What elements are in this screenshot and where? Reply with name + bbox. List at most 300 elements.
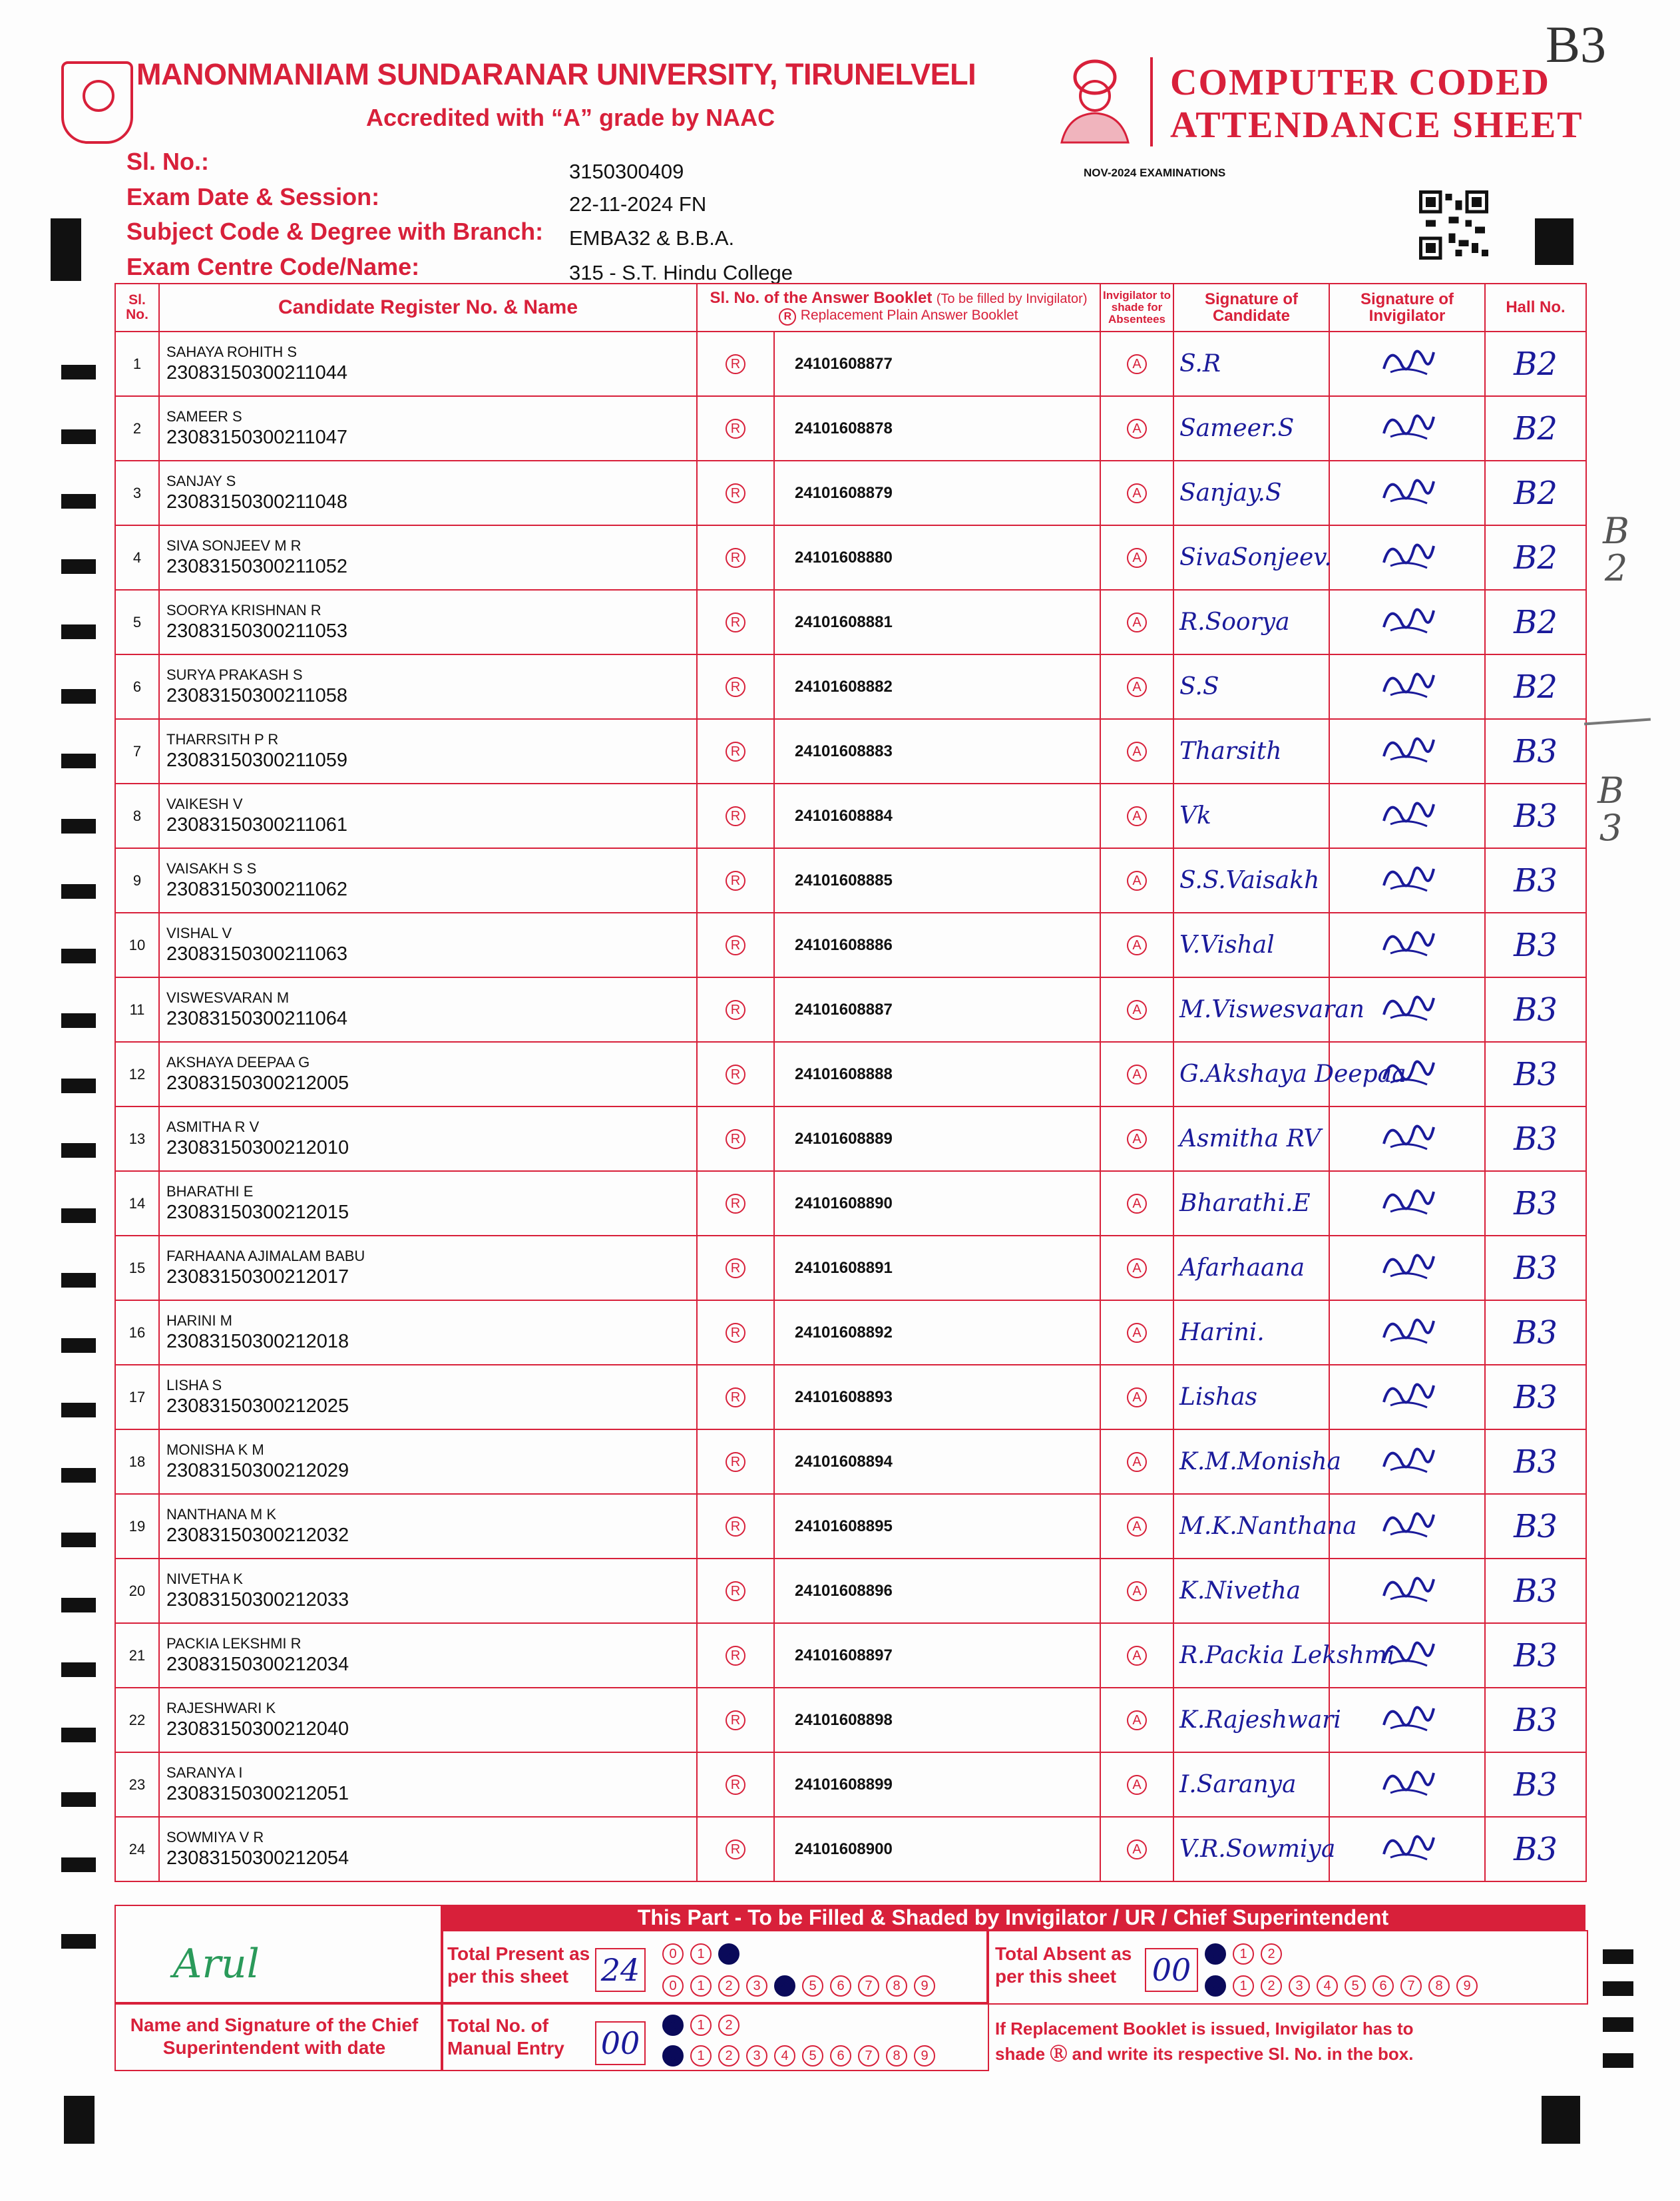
invigilator-signature (1329, 913, 1485, 977)
col-booklet: Sl. No. of the Answer Booklet (To be filled by Invigilator) R Replacement Plain Answer Booklet (697, 284, 1100, 332)
replacement-cell[interactable] (697, 396, 774, 461)
replacement-cell[interactable] (697, 1365, 774, 1429)
row-sl: 19 (115, 1494, 159, 1559)
hall-number: B3 (1485, 1623, 1586, 1688)
digit-bubble[interactable]: 9 (1456, 1975, 1478, 1997)
invigilator-signature-icon (1377, 601, 1437, 640)
absent-cell[interactable] (1100, 590, 1173, 654)
digit-bubble[interactable]: 2 (718, 1943, 739, 1965)
candidate-name: AKSHAYA DEEPAA G (166, 1054, 310, 1071)
row-sl: 13 (115, 1106, 159, 1171)
absent-cell[interactable] (1100, 1171, 1173, 1236)
hall-number: B3 (1485, 1429, 1586, 1494)
timing-mark (1603, 2017, 1633, 2032)
replacement-bubble[interactable]: R (726, 1517, 745, 1537)
replacement-cell[interactable] (697, 977, 774, 1042)
absent-cell[interactable] (1100, 332, 1173, 396)
candidate-name: SIVA SONJEEV M R (166, 537, 302, 554)
table-row (115, 1300, 1586, 1365)
replacement-bubble[interactable]: R (726, 1839, 745, 1859)
replacement-cell[interactable] (697, 1494, 774, 1559)
absent-cell[interactable] (1100, 1300, 1173, 1365)
row-sl: 14 (115, 1171, 159, 1236)
candidate-signature: K.Nivetha (1173, 1559, 1329, 1623)
invigilator-signature (1329, 525, 1485, 590)
table-row (115, 1171, 1586, 1236)
digit-bubble[interactable]: 1 (690, 2045, 712, 2067)
absent-bubble[interactable]: A (1127, 1323, 1147, 1343)
hall-number: B3 (1485, 913, 1586, 977)
digit-bubble[interactable]: 4 (774, 2045, 795, 2067)
timing-mark (61, 819, 96, 834)
booklet-number: 24101608897 (774, 1623, 1100, 1688)
absent-cell[interactable] (1100, 1494, 1173, 1559)
register-number: 23083150300212017 (166, 1266, 349, 1288)
absent-bubble[interactable]: A (1127, 1129, 1147, 1149)
register-number: 23083150300212034 (166, 1654, 349, 1675)
replacement-cell[interactable] (697, 1688, 774, 1752)
university-logo (61, 61, 133, 144)
absent-cell[interactable] (1100, 1365, 1173, 1429)
table-row (115, 396, 1586, 461)
hall-number: B3 (1485, 977, 1586, 1042)
invigilator-signature-icon (1377, 536, 1437, 576)
replacement-cell[interactable] (697, 913, 774, 977)
digit-bubble[interactable]: 2 (1261, 1943, 1282, 1965)
invigilator-signature-icon (1377, 471, 1437, 511)
candidate-cell (159, 1300, 697, 1365)
invigilator-signature (1329, 461, 1485, 525)
replacement-bubble[interactable]: R (726, 1323, 745, 1343)
digit-bubble[interactable]: 2 (1261, 1975, 1282, 1997)
candidate-name: VAIKESH V (166, 796, 243, 812)
timing-mark (61, 1273, 96, 1288)
absent-cell[interactable] (1100, 1106, 1173, 1171)
replacement-cell[interactable] (697, 719, 774, 784)
replacement-bubble[interactable]: R (726, 742, 745, 762)
replacement-cell[interactable] (697, 1236, 774, 1300)
replacement-bubble[interactable]: R (726, 1646, 745, 1666)
candidate-cell (159, 1559, 697, 1623)
table-row (115, 461, 1586, 525)
replacement-cell[interactable] (697, 1300, 774, 1365)
digit-bubble[interactable]: 4 (1317, 1975, 1338, 1997)
timing-mark (1603, 1949, 1633, 1964)
replacement-cell[interactable] (697, 654, 774, 719)
digit-bubble[interactable]: 0 (1205, 1943, 1226, 1965)
replacement-cell[interactable] (697, 1559, 774, 1623)
absent-bubble[interactable]: A (1127, 1387, 1147, 1407)
absent-cell[interactable] (1100, 1559, 1173, 1623)
invigilator-signature (1329, 1300, 1485, 1365)
candidate-signature: K.Rajeshwari (1173, 1688, 1329, 1752)
candidate-cell (159, 1752, 697, 1817)
invigilator-signature-icon (1377, 1182, 1437, 1222)
candidate-signature: I.Saranya (1173, 1752, 1329, 1817)
candidate-signature: K.M.Monisha (1173, 1429, 1329, 1494)
digit-bubble[interactable]: 8 (886, 2045, 907, 2067)
digit-bubble[interactable]: 9 (914, 2045, 935, 2067)
row-sl: 9 (115, 848, 159, 913)
candidate-name: SURYA PRAKASH S (166, 666, 303, 683)
table-row (115, 784, 1586, 848)
row-sl: 1 (115, 332, 159, 396)
absent-bubble[interactable]: A (1127, 483, 1147, 503)
invigilator-signature-icon (1377, 1440, 1437, 1480)
margin-note-b2: B 2 (1603, 510, 1629, 589)
replacement-bubble[interactable]: R (726, 548, 745, 568)
replacement-bubble[interactable]: R (726, 1775, 745, 1795)
digit-bubble[interactable]: 1 (690, 2015, 712, 2036)
table-row (115, 1365, 1586, 1429)
digit-bubble[interactable]: 8 (1428, 1975, 1450, 1997)
candidate-cell (159, 784, 697, 848)
timing-mark (61, 1533, 96, 1547)
absent-cell[interactable] (1100, 1429, 1173, 1494)
absent-bubble[interactable]: A (1127, 1000, 1147, 1020)
digit-bubble[interactable]: 0 (1205, 1975, 1226, 1997)
centre-value: 315 - S.T. Hindu College (569, 261, 793, 284)
digit-bubble[interactable]: 2 (718, 1975, 739, 1997)
register-number: 23083150300211064 (166, 1008, 348, 1029)
replacement-cell[interactable] (697, 1752, 774, 1817)
absent-cell[interactable] (1100, 1042, 1173, 1106)
replacement-bubble[interactable]: R (726, 1065, 745, 1085)
timing-mark (61, 365, 96, 379)
present-label: Total Present as per this sheet (447, 1943, 590, 1987)
register-number: 23083150300212025 (166, 1395, 349, 1417)
digit-bubble[interactable]: 0 (662, 1975, 684, 1997)
candidate-cell (159, 1623, 697, 1688)
replacement-cell[interactable] (697, 1429, 774, 1494)
row-sl: 11 (115, 977, 159, 1042)
digit-bubble[interactable]: 1 (690, 1975, 712, 1997)
digit-bubble[interactable]: 7 (858, 2045, 879, 2067)
absent-bubble[interactable]: A (1127, 871, 1147, 891)
absent-bubble[interactable]: A (1127, 419, 1147, 439)
invigilator-signature (1329, 1429, 1485, 1494)
replacement-cell[interactable] (697, 525, 774, 590)
header-divider (1150, 57, 1153, 146)
absent-bubble[interactable]: A (1127, 1258, 1147, 1278)
margin-divider (1584, 718, 1651, 726)
digit-bubble[interactable]: 2 (718, 2015, 739, 2036)
table-row (115, 848, 1586, 913)
candidate-name: VAISAKH S S (166, 860, 257, 877)
booklet-number: 24101608890 (774, 1171, 1100, 1236)
candidate-cell (159, 396, 697, 461)
attendance-table (114, 283, 1587, 1882)
invigilator-signature-icon (1377, 730, 1437, 770)
register-number: 23083150300212010 (166, 1137, 349, 1158)
manual-units-bubbles[interactable] (662, 2045, 935, 2067)
digit-bubble[interactable]: 0 (662, 1943, 684, 1965)
row-sl: 23 (115, 1752, 159, 1817)
row-sl: 12 (115, 1042, 159, 1106)
candidate-signature: Sanjay.S (1173, 461, 1329, 525)
replacement-cell[interactable] (697, 332, 774, 396)
table-row (115, 1429, 1586, 1494)
absent-cell[interactable] (1100, 977, 1173, 1042)
candidate-name: BHARATHI E (166, 1183, 254, 1200)
absent-cell[interactable] (1100, 525, 1173, 590)
replacement-bubble[interactable]: R (726, 419, 745, 439)
table-row (115, 1623, 1586, 1688)
absent-bubble[interactable]: A (1127, 1775, 1147, 1795)
absent-bubble[interactable]: A (1127, 1581, 1147, 1601)
digit-bubble[interactable]: 0 (662, 2015, 684, 2036)
replacement-cell[interactable] (697, 1042, 774, 1106)
invigilator-signature-icon (1377, 1246, 1437, 1286)
digit-bubble[interactable]: 5 (1345, 1975, 1366, 1997)
digit-bubble[interactable]: 3 (746, 1975, 767, 1997)
candidate-signature: Vk (1173, 784, 1329, 848)
candidate-signature: R.Soorya (1173, 590, 1329, 654)
digit-bubble[interactable]: 6 (830, 1975, 851, 1997)
table-row (115, 719, 1586, 784)
row-sl: 15 (115, 1236, 159, 1300)
absent-bubble[interactable]: A (1127, 1839, 1147, 1859)
booklet-number: 24101608889 (774, 1106, 1100, 1171)
absent-cell[interactable] (1100, 1688, 1173, 1752)
register-number: 23083150300211044 (166, 362, 348, 383)
timing-mark (61, 429, 96, 444)
candidate-cell (159, 913, 697, 977)
digit-bubble[interactable]: 3 (1289, 1975, 1310, 1997)
candidate-cell (159, 1236, 697, 1300)
registration-mark (1542, 2096, 1580, 2144)
replacement-bubble[interactable]: R (726, 354, 745, 374)
booklet-number: 24101608881 (774, 590, 1100, 654)
invigilator-signature-icon (1377, 988, 1437, 1028)
replacement-bubble[interactable]: R (726, 1129, 745, 1149)
register-number: 23083150300212032 (166, 1525, 349, 1546)
invigilator-signature-icon (1377, 1634, 1437, 1674)
digit-bubble[interactable]: 6 (830, 2045, 851, 2067)
candidate-signature: Bharathi.E (1173, 1171, 1329, 1236)
absent-bubble[interactable]: A (1127, 1065, 1147, 1085)
booklet-number: 24101608900 (774, 1817, 1100, 1881)
absent-cell[interactable] (1100, 1752, 1173, 1817)
replacement-cell[interactable] (697, 848, 774, 913)
register-number: 23083150300211052 (166, 556, 348, 577)
absent-cell[interactable] (1100, 1623, 1173, 1688)
table-row (115, 1688, 1586, 1752)
digit-bubble[interactable]: 1 (690, 1943, 712, 1965)
invigilator-signature-icon (1377, 1375, 1437, 1415)
digit-bubble[interactable]: 8 (886, 1975, 907, 1997)
replacement-bubble[interactable]: R (726, 806, 745, 826)
invigilator-signature (1329, 396, 1485, 461)
row-sl: 8 (115, 784, 159, 848)
candidate-cell (159, 1106, 697, 1171)
candidate-signature: M.Viswesvaran (1173, 977, 1329, 1042)
absent-cell[interactable] (1100, 1236, 1173, 1300)
digit-bubble[interactable]: 6 (1372, 1975, 1394, 1997)
absent-bubble[interactable]: A (1127, 612, 1147, 632)
replacement-bubble[interactable]: R (726, 1387, 745, 1407)
candidate-signature: Asmitha RV (1173, 1106, 1329, 1171)
candidate-cell (159, 1365, 697, 1429)
register-number: 23083150300211062 (166, 879, 348, 900)
replacement-cell[interactable] (697, 1106, 774, 1171)
replacement-cell[interactable] (697, 1623, 774, 1688)
digit-bubble[interactable]: 2 (718, 2045, 739, 2067)
invigilator-signature (1329, 1688, 1485, 1752)
replacement-cell[interactable] (697, 461, 774, 525)
invigilator-signature (1329, 784, 1485, 848)
register-number: 23083150300211053 (166, 620, 348, 642)
timing-mark (61, 1662, 96, 1677)
absent-cell[interactable] (1100, 784, 1173, 848)
registration-mark (51, 218, 81, 281)
absent-cell[interactable] (1100, 654, 1173, 719)
digit-bubble[interactable]: 1 (1233, 1943, 1254, 1965)
manual-value: 00 (595, 2021, 646, 2065)
absent-cell[interactable] (1100, 848, 1173, 913)
candidate-cell (159, 1494, 697, 1559)
absent-bubble[interactable]: A (1127, 1646, 1147, 1666)
invigilator-signature (1329, 848, 1485, 913)
margin-note-b3: B 3 (1597, 770, 1624, 849)
replacement-bubble[interactable]: R (726, 1258, 745, 1278)
candidate-name: PACKIA LEKSHMI R (166, 1635, 302, 1652)
replacement-bubble[interactable]: R (726, 1581, 745, 1601)
digit-bubble[interactable]: 9 (914, 1975, 935, 1997)
hall-number: B3 (1485, 1559, 1586, 1623)
invigilator-signature-icon (1377, 407, 1437, 447)
digit-bubble[interactable]: 3 (746, 2045, 767, 2067)
replacement-bubble[interactable]: R (726, 1710, 745, 1730)
digit-bubble[interactable]: 7 (858, 1975, 879, 1997)
present-tens-bubbles[interactable] (662, 1943, 739, 1965)
university-name: MANONMANIAM SUNDARANAR UNIVERSITY, TIRUNELVELI (136, 57, 976, 91)
absent-bubble[interactable]: A (1127, 1194, 1147, 1214)
booklet-number: 24101608885 (774, 848, 1100, 913)
replacement-bubble[interactable]: R (726, 612, 745, 632)
absent-cell[interactable] (1100, 396, 1173, 461)
col-sig-invigilator: Signature of Invigilator (1329, 284, 1485, 332)
candidate-name: FARHAANA AJIMALAM BABU (166, 1248, 365, 1264)
hall-number: B2 (1485, 461, 1586, 525)
replacement-bubble[interactable]: R (726, 1452, 745, 1472)
timing-mark (61, 754, 96, 768)
table-row (115, 1559, 1586, 1623)
invigilator-signature (1329, 654, 1485, 719)
candidate-signature: SivaSonjeev. (1173, 525, 1329, 590)
row-sl: 21 (115, 1623, 159, 1688)
timing-mark (61, 1403, 96, 1417)
absent-bubble[interactable]: A (1127, 548, 1147, 568)
manual-tens-bubbles[interactable] (662, 2015, 739, 2036)
replacement-cell[interactable] (697, 1171, 774, 1236)
absent-bubble[interactable]: A (1127, 935, 1147, 955)
absent-bubble[interactable]: A (1127, 742, 1147, 762)
present-value: 24 (595, 1948, 646, 1992)
absent-cell[interactable] (1100, 719, 1173, 784)
replacement-bubble[interactable]: R (726, 935, 745, 955)
hall-number: B2 (1485, 525, 1586, 590)
hall-number: B2 (1485, 590, 1586, 654)
col-invigilator-shade: Invigilator to shade for Absentees (1100, 284, 1173, 332)
absent-tens-bubbles[interactable] (1205, 1943, 1282, 1965)
digit-bubble[interactable]: 5 (802, 2045, 823, 2067)
col-sl: Sl. No. (115, 284, 159, 332)
sheet-title: COMPUTER CODED ATTENDANCE SHEET (1170, 62, 1583, 146)
table-row (115, 654, 1586, 719)
hall-number: B3 (1485, 1171, 1586, 1236)
digit-bubble[interactable]: 7 (1400, 1975, 1422, 1997)
replacement-bubble[interactable]: R (726, 677, 745, 697)
hall-number: B2 (1485, 332, 1586, 396)
replacement-bubble[interactable]: R (726, 1194, 745, 1214)
candidate-name: SAMEER S (166, 408, 242, 425)
absent-bubble[interactable]: A (1127, 1452, 1147, 1472)
hall-number: B3 (1485, 1752, 1586, 1817)
timing-mark (61, 689, 96, 704)
digit-bubble[interactable]: 5 (802, 1975, 823, 1997)
replacement-bubble[interactable]: R (726, 871, 745, 891)
invigilator-signature-icon (1377, 1505, 1437, 1545)
timing-mark (61, 1143, 96, 1158)
booklet-number: 24101608879 (774, 461, 1100, 525)
digit-bubble[interactable]: 4 (774, 1975, 795, 1997)
absent-label: Total Absent as per this sheet (995, 1943, 1132, 1987)
replacement-bubble[interactable]: R (726, 1000, 745, 1020)
booklet-number: 24101608895 (774, 1494, 1100, 1559)
candidate-cell (159, 654, 697, 719)
invigilator-signature (1329, 1752, 1485, 1817)
absent-bubble[interactable]: A (1127, 1517, 1147, 1537)
timing-mark (61, 559, 96, 574)
timing-mark (61, 1728, 96, 1742)
candidate-signature: V.Vishal (1173, 913, 1329, 977)
table-row (115, 913, 1586, 977)
present-units-bubbles[interactable] (662, 1975, 935, 1997)
absent-bubble[interactable]: A (1127, 677, 1147, 697)
candidate-name: SARANYA I (166, 1764, 243, 1781)
candidate-signature: G.Akshaya Deepaa (1173, 1042, 1329, 1106)
digit-bubble[interactable]: 1 (1233, 1975, 1254, 1997)
replacement-cell[interactable] (697, 1817, 774, 1881)
absent-bubble[interactable]: A (1127, 806, 1147, 826)
booklet-number: 24101608899 (774, 1752, 1100, 1817)
invigilator-signature-icon (1377, 665, 1437, 705)
register-number: 23083150300211059 (166, 750, 348, 771)
register-number: 23083150300211048 (166, 491, 348, 513)
absent-bubble[interactable]: A (1127, 354, 1147, 374)
candidate-cell (159, 1171, 697, 1236)
hall-number: B3 (1485, 1106, 1586, 1171)
absent-cell[interactable] (1100, 461, 1173, 525)
timing-mark (61, 494, 96, 509)
absent-bubble[interactable]: A (1127, 1710, 1147, 1730)
candidate-name: MONISHA K M (166, 1441, 264, 1458)
absent-units-bubbles[interactable] (1205, 1975, 1478, 1997)
invigilator-signature-icon (1377, 794, 1437, 834)
replacement-cell[interactable] (697, 784, 774, 848)
footer-banner: This Part - To be Filled & Shaded by Invigilator / UR / Chief Superintendent (441, 1905, 1585, 1930)
candidate-signature: Tharsith (1173, 719, 1329, 784)
hall-number: B3 (1485, 1300, 1586, 1365)
absent-cell[interactable] (1100, 1817, 1173, 1881)
digit-bubble[interactable]: 0 (662, 2045, 684, 2067)
exam-period: NOV-2024 EXAMINATIONS (1084, 166, 1226, 179)
invigilator-signature-icon (1377, 1698, 1437, 1738)
replacement-cell[interactable] (697, 590, 774, 654)
replacement-bubble[interactable]: R (726, 483, 745, 503)
absent-cell[interactable] (1100, 913, 1173, 977)
